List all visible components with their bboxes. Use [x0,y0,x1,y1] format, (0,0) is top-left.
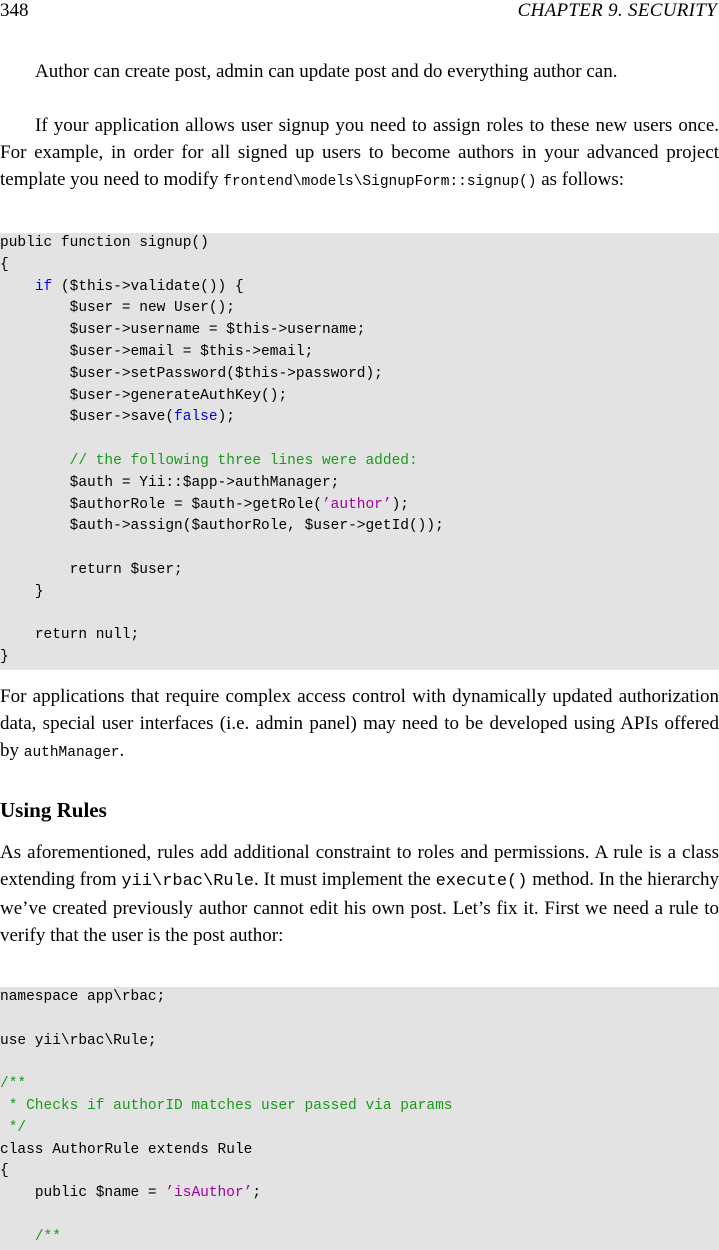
code-block-author-rule [0,987,719,1250]
code-author-rule: namespace app\rbac; use yii\rbac\Rule; /** * Checks if authorID matches user passed via params */ class AuthorRule extends Rule { public $name = ’isAuthor’; /** [0,989,453,1245]
page-number: 348 [0,0,29,21]
paragraph-rules-intro: As aforementioned, rules add additional constraint to roles and permissions. A rule is a class extending from yii\rbac\Rule. It must implement the execute() method. In the hierarchy we’ve created previously author cannot edit his own post. Let’s fix it. First we need a rule to verify that the user is the post author: [0,842,719,946]
inline-code-signup-path: frontend\models\SignupForm::signup() [223,174,537,190]
chapter-title: CHAPTER 9. SECURITY [517,0,717,21]
paragraph-complex-access: For applications that require complex access control with dynamically updated authorization data, special user interfaces (i.e. admin panel) may need to be developed using APIs offered by authManager. [0,686,719,761]
paragraph-author-roles: Author can create post, admin can update post and do everything author can. [35,61,618,82]
inline-code-rule-class: yii\rbac\Rule [121,872,255,891]
paragraph-signup-roles: If your application allows user signup you need to assign roles to these new users once. For example, in order for all signed up users to become authors in your advanced project template you need to modify frontend\models\SignupForm::signup() as follows: [0,115,719,190]
code-signup: public function signup() { if ($this->validate()) { $user = new User(); $user->username = $this->username; $user->email = $this->email; $user->setPassword($this->password); $user->generateAuthKey(); $user->save(false); // the following three lines were added: $auth = Yii::$app->authManager; $authorRole = $auth->getRole(’author’); $auth->assign($authorRole, $user->getId()); return $user; } return null; } [0,235,444,666]
inline-code-authmanager: authManager [23,745,120,761]
section-heading: Using Rules [0,798,107,822]
inline-code-execute: execute() [435,872,528,891]
code-block-signup [0,233,719,670]
running-header [0,0,719,22]
